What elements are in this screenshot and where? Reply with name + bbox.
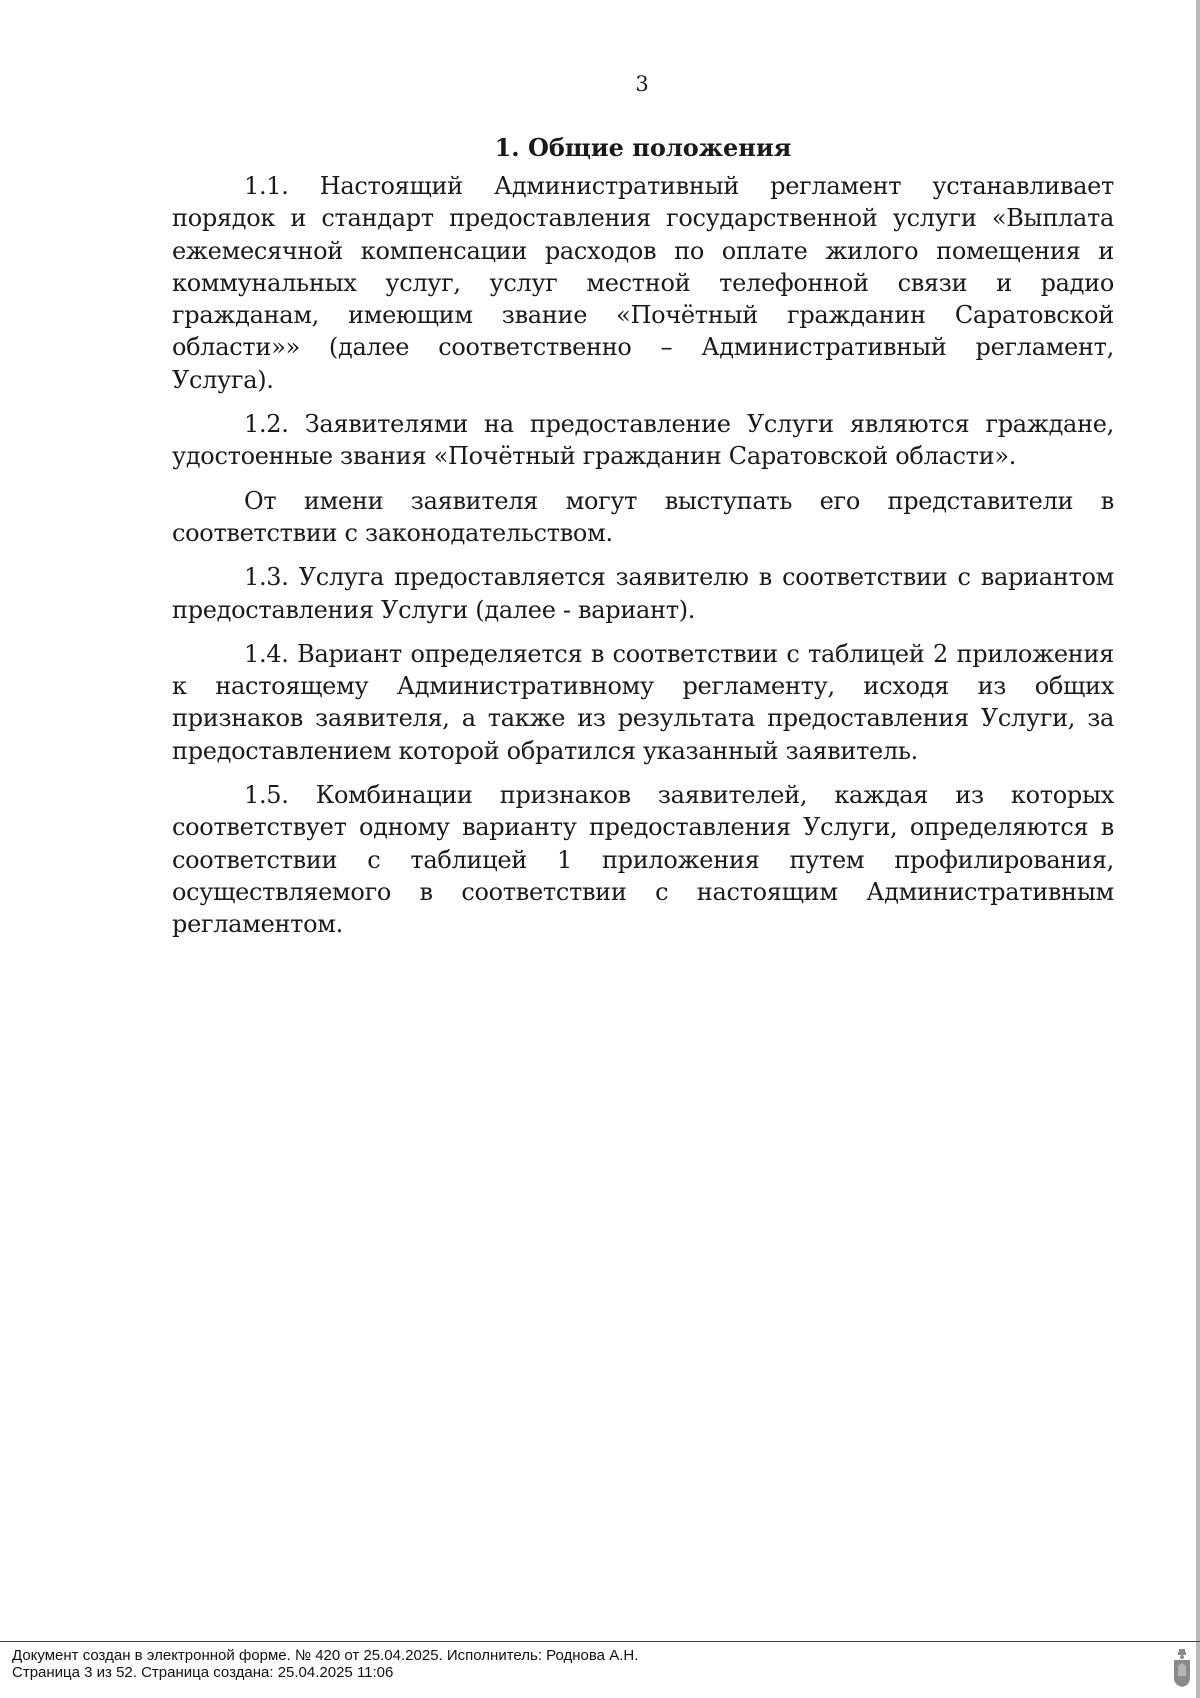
footer-line-page-info: Страница 3 из 52. Страница создана: 25.04.2025 11:06 bbox=[12, 1664, 394, 1681]
page-right-edge bbox=[1196, 0, 1200, 1698]
document-body bbox=[172, 132, 1114, 953]
paragraph-1-2: 1.2. Заявителями на предоставление Услуги являются граждане, удостоенные звания «Почётный гражданин Саратовской области». bbox=[172, 410, 1114, 471]
paragraph-1-3: 1.3. Услуга предоставляется заявителю в соответствии с вариантом предоставления Услуги (далее - вариант). bbox=[172, 563, 1114, 624]
paragraph-1-5: 1.5. Комбинации признаков заявителей, каждая из которых соответствует одному варианту предоставления Услуги, определяются в соответствии с таблицей 1 приложения путем профилирования, осуществляемого в соответствии с настоящим Административным регламентом. bbox=[172, 781, 1114, 939]
paragraph-1-4: 1.4. Вариант определяется в соответствии с таблицей 2 приложения к настоящему Административному регламенту, исходя из общих признаков заявителя, а также из результата предоставления Услуги, за предоставлением которой обратился указанный заявитель. bbox=[172, 639, 1114, 765]
footer bbox=[12, 1647, 638, 1681]
section-title: 1. Общие положения bbox=[494, 133, 792, 162]
paragraph-representatives: От имени заявителя могут выступать его представители в соответствии с законодательством. bbox=[172, 486, 1114, 547]
paragraph-1-1: 1.1. Настоящий Административный регламент устанавливает порядок и стандарт предоставления государственной услуги «Выплата ежемесячной компенсации расходов по оплате жилого помещения и коммунальных услуг, услуг местной телефонной связи и радио гражданам, имеющим звание «Почётный гражданин Саратовской области»» (далее соответственно – Административный регламент, Услуга). bbox=[172, 172, 1114, 394]
footer-line-document-info: Документ создан в электронной форме. № 420 от 25.04.2025. Исполнитель: Роднова А.Н. bbox=[12, 1647, 639, 1664]
coat-of-arms-icon bbox=[1172, 1648, 1192, 1688]
page-number: 3 bbox=[635, 72, 649, 96]
footer-divider bbox=[0, 1641, 1200, 1642]
